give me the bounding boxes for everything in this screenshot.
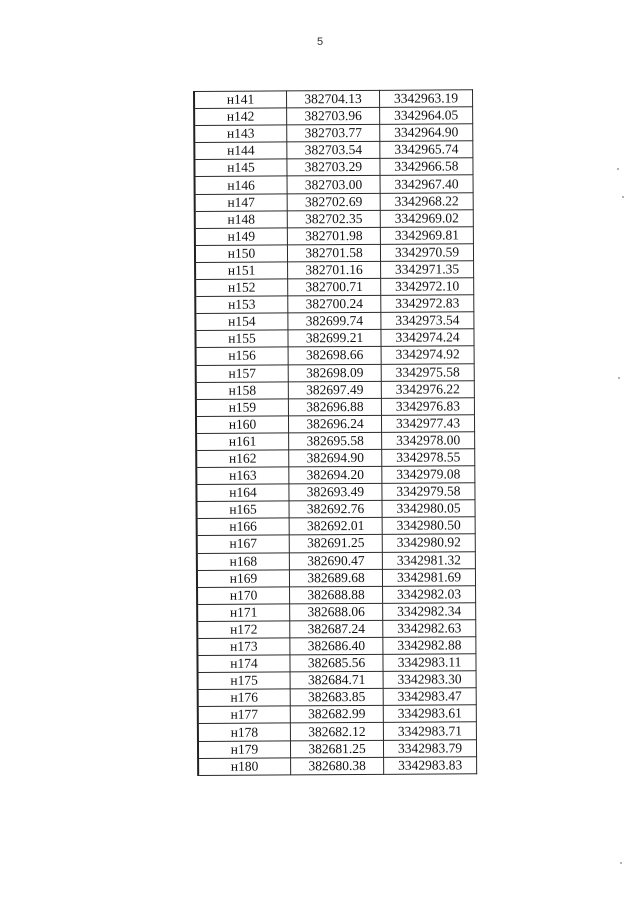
table-row xyxy=(195,278,474,297)
y-coordinate-cell: 3342975.58 xyxy=(381,363,474,381)
y-coordinate-cell: 3342983.30 xyxy=(383,671,476,689)
x-coordinate-cell: 382691.25 xyxy=(289,535,382,553)
point-id-cell: н176 xyxy=(198,689,291,707)
point-id-cell: н141 xyxy=(194,91,287,109)
y-coordinate-cell: 3342963.19 xyxy=(379,90,472,108)
y-coordinate-cell: 3342972.83 xyxy=(381,295,474,313)
y-coordinate-cell: 3342983.83 xyxy=(384,756,477,774)
table-row xyxy=(197,603,476,622)
y-coordinate-cell: 3342983.71 xyxy=(383,722,476,740)
point-id-cell: н145 xyxy=(194,159,287,177)
table-row xyxy=(195,329,474,348)
table-row xyxy=(196,449,475,468)
coordinates-table-body xyxy=(194,90,477,775)
point-id-cell: н169 xyxy=(197,570,290,588)
y-coordinate-cell: 3342964.90 xyxy=(380,124,473,142)
x-coordinate-cell: 382701.58 xyxy=(287,244,380,262)
point-id-cell: н177 xyxy=(198,706,291,724)
point-id-cell: н147 xyxy=(195,193,288,211)
point-id-cell: н153 xyxy=(195,296,288,314)
point-id-cell: н160 xyxy=(196,416,289,434)
table-row xyxy=(198,688,477,707)
table-row xyxy=(196,415,475,434)
point-id-cell: н172 xyxy=(197,621,290,639)
x-coordinate-cell: 382680.38 xyxy=(291,757,384,775)
table-row xyxy=(194,124,473,143)
table-row xyxy=(195,209,474,228)
point-id-cell: н167 xyxy=(197,535,290,553)
point-id-cell: н154 xyxy=(195,313,288,331)
x-coordinate-cell: 382697.49 xyxy=(288,381,381,399)
y-coordinate-cell: 3342980.50 xyxy=(382,517,475,535)
x-coordinate-cell: 382700.24 xyxy=(288,295,381,313)
x-coordinate-cell: 382692.76 xyxy=(289,501,382,519)
x-coordinate-cell: 382699.21 xyxy=(288,330,381,348)
point-id-cell: н144 xyxy=(194,142,287,160)
x-coordinate-cell: 382686.40 xyxy=(290,637,383,655)
table-row xyxy=(197,500,476,519)
point-id-cell: н168 xyxy=(197,552,290,570)
point-id-cell: н151 xyxy=(195,262,288,280)
table-row xyxy=(197,586,476,605)
x-coordinate-cell: 382683.85 xyxy=(290,689,383,707)
x-coordinate-cell: 382693.49 xyxy=(289,484,382,502)
x-coordinate-cell: 382698.66 xyxy=(288,347,381,365)
x-coordinate-cell: 382692.01 xyxy=(289,518,382,536)
x-coordinate-cell: 382701.16 xyxy=(288,261,381,279)
point-id-cell: н163 xyxy=(196,467,289,485)
table-row xyxy=(197,551,476,570)
x-coordinate-cell: 382694.20 xyxy=(289,466,382,484)
y-coordinate-cell: 3342979.58 xyxy=(382,483,475,501)
y-coordinate-cell: 3342964.05 xyxy=(380,107,473,125)
x-coordinate-cell: 382703.54 xyxy=(287,142,380,160)
y-coordinate-cell: 3342965.74 xyxy=(380,141,473,159)
coordinates-table xyxy=(193,89,477,775)
table-row xyxy=(195,227,474,246)
table-row xyxy=(197,654,476,673)
y-coordinate-cell: 3342976.83 xyxy=(381,397,474,415)
point-id-cell: н175 xyxy=(198,672,291,690)
table-row xyxy=(195,261,474,280)
point-id-cell: н161 xyxy=(196,433,289,451)
y-coordinate-cell: 3342979.08 xyxy=(382,466,475,484)
x-coordinate-cell: 382700.71 xyxy=(288,278,381,296)
point-id-cell: н155 xyxy=(195,330,288,348)
point-id-cell: н159 xyxy=(196,399,289,417)
table-row xyxy=(196,397,475,416)
y-coordinate-cell: 3342971.35 xyxy=(381,261,474,279)
x-coordinate-cell: 382701.98 xyxy=(287,227,380,245)
table-row xyxy=(196,466,475,485)
y-coordinate-cell: 3342981.69 xyxy=(382,568,475,586)
table-row xyxy=(196,380,475,399)
point-id-cell: н149 xyxy=(195,228,288,246)
table-row xyxy=(196,346,475,365)
table-row xyxy=(197,568,476,587)
table-row xyxy=(195,244,474,263)
y-coordinate-cell: 3342967.40 xyxy=(380,175,473,193)
scan-speck xyxy=(622,196,624,198)
table-row xyxy=(196,432,475,451)
y-coordinate-cell: 3342981.32 xyxy=(382,551,475,569)
x-coordinate-cell: 382702.35 xyxy=(287,210,380,228)
point-id-cell: н165 xyxy=(197,501,290,519)
point-id-cell: н164 xyxy=(196,484,289,502)
table-row xyxy=(195,192,474,211)
y-coordinate-cell: 3342974.24 xyxy=(381,329,474,347)
x-coordinate-cell: 382688.88 xyxy=(290,586,383,604)
scan-speck xyxy=(617,168,619,170)
y-coordinate-cell: 3342978.55 xyxy=(382,449,475,467)
y-coordinate-cell: 3342980.05 xyxy=(382,500,475,518)
table-row xyxy=(195,175,474,194)
point-id-cell: н170 xyxy=(197,587,290,605)
table-row xyxy=(196,483,475,502)
y-coordinate-cell: 3342966.58 xyxy=(380,158,473,176)
table-row xyxy=(198,739,477,758)
table-row xyxy=(197,620,476,639)
y-coordinate-cell: 3342976.22 xyxy=(381,380,474,398)
x-coordinate-cell: 382696.88 xyxy=(288,398,381,416)
y-coordinate-cell: 3342983.79 xyxy=(383,739,476,757)
table-row xyxy=(194,141,473,160)
x-coordinate-cell: 382699.74 xyxy=(288,313,381,331)
table-row xyxy=(196,363,475,382)
page-number: 5 xyxy=(316,36,324,48)
y-coordinate-cell: 3342982.63 xyxy=(383,620,476,638)
x-coordinate-cell: 382695.58 xyxy=(289,432,382,450)
x-coordinate-cell: 382684.71 xyxy=(290,672,383,690)
point-id-cell: н150 xyxy=(195,245,288,263)
x-coordinate-cell: 382687.24 xyxy=(290,620,383,638)
y-coordinate-cell: 3342972.10 xyxy=(381,278,474,296)
table-row xyxy=(195,312,474,331)
table-row xyxy=(198,756,477,775)
table-row xyxy=(198,671,477,690)
x-coordinate-cell: 382694.90 xyxy=(289,449,382,467)
point-id-cell: н171 xyxy=(197,604,290,622)
y-coordinate-cell: 3342983.61 xyxy=(383,705,476,723)
y-coordinate-cell: 3342968.22 xyxy=(380,192,473,210)
y-coordinate-cell: 3342982.34 xyxy=(383,603,476,621)
point-id-cell: н148 xyxy=(195,211,288,229)
y-coordinate-cell: 3342970.59 xyxy=(380,244,473,262)
point-id-cell: н162 xyxy=(196,450,289,468)
x-coordinate-cell: 382704.13 xyxy=(287,90,380,108)
table-row xyxy=(197,637,476,656)
x-coordinate-cell: 382682.12 xyxy=(290,723,383,741)
table-row xyxy=(195,295,474,314)
point-id-cell: н143 xyxy=(194,125,287,143)
y-coordinate-cell: 3342974.92 xyxy=(381,346,474,364)
x-coordinate-cell: 382698.09 xyxy=(288,364,381,382)
point-id-cell: н173 xyxy=(197,638,290,656)
x-coordinate-cell: 382703.00 xyxy=(287,176,380,194)
y-coordinate-cell: 3342969.02 xyxy=(380,209,473,227)
point-id-cell: н158 xyxy=(196,382,289,400)
table-row xyxy=(197,534,476,553)
x-coordinate-cell: 382688.06 xyxy=(290,603,383,621)
point-id-cell: н179 xyxy=(198,740,291,758)
x-coordinate-cell: 382703.29 xyxy=(287,159,380,177)
y-coordinate-cell: 3342980.92 xyxy=(382,534,475,552)
x-coordinate-cell: 382681.25 xyxy=(290,740,383,758)
y-coordinate-cell: 3342978.00 xyxy=(382,432,475,450)
x-coordinate-cell: 382703.77 xyxy=(287,125,380,143)
table-row xyxy=(198,722,477,741)
y-coordinate-cell: 3342982.88 xyxy=(383,637,476,655)
point-id-cell: н174 xyxy=(197,655,290,673)
point-id-cell: н152 xyxy=(195,279,288,297)
y-coordinate-cell: 3342977.43 xyxy=(381,415,474,433)
point-id-cell: н178 xyxy=(198,723,291,741)
x-coordinate-cell: 382685.56 xyxy=(290,654,383,672)
x-coordinate-cell: 382703.96 xyxy=(287,107,380,125)
point-id-cell: н146 xyxy=(195,176,288,194)
table-row xyxy=(194,90,473,109)
x-coordinate-cell: 382702.69 xyxy=(287,193,380,211)
table-row xyxy=(197,517,476,536)
point-id-cell: н166 xyxy=(197,518,290,536)
scan-speck xyxy=(620,862,622,864)
y-coordinate-cell: 3342982.03 xyxy=(383,586,476,604)
table-row xyxy=(194,158,473,177)
x-coordinate-cell: 382690.47 xyxy=(289,552,382,570)
scan-speck xyxy=(618,377,620,379)
x-coordinate-cell: 382682.99 xyxy=(290,706,383,724)
x-coordinate-cell: 382689.68 xyxy=(289,569,382,587)
y-coordinate-cell: 3342969.81 xyxy=(380,227,473,245)
y-coordinate-cell: 3342973.54 xyxy=(381,312,474,330)
table-row xyxy=(198,705,477,724)
x-coordinate-cell: 382696.24 xyxy=(288,415,381,433)
point-id-cell: н157 xyxy=(196,364,289,382)
table-row xyxy=(194,107,473,126)
point-id-cell: н142 xyxy=(194,108,287,126)
point-id-cell: н156 xyxy=(196,347,289,365)
y-coordinate-cell: 3342983.47 xyxy=(383,688,476,706)
point-id-cell: н180 xyxy=(198,758,291,776)
y-coordinate-cell: 3342983.11 xyxy=(383,654,476,672)
